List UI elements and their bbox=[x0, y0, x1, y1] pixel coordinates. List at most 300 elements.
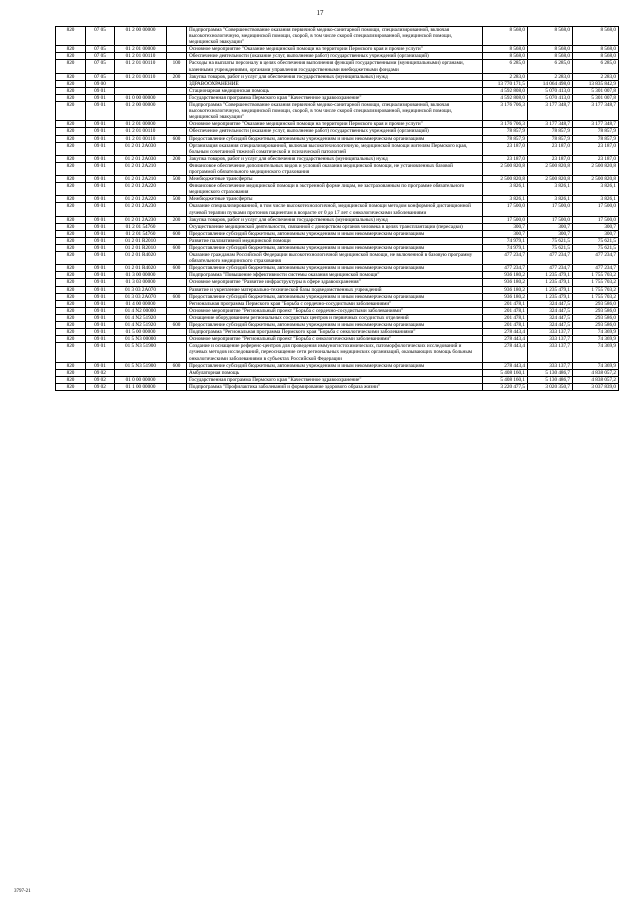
section-code-cell: 09 01 bbox=[86, 155, 115, 162]
amount-year1-cell: 936 180,2 bbox=[483, 286, 528, 293]
admin-code-cell: 820 bbox=[56, 286, 86, 293]
item-name-cell: Государственная программа Пермского края "Качественное здравоохранение" bbox=[187, 94, 483, 101]
amount-year2-cell: 5 070 413,0 bbox=[528, 87, 573, 94]
amount-year1-cell: 3 176 706,3 bbox=[483, 102, 528, 121]
admin-code-cell: 820 bbox=[56, 336, 86, 343]
amount-year2-cell: 3 020 350,7 bbox=[528, 383, 573, 390]
table-row bbox=[56, 265, 619, 272]
table-row bbox=[56, 245, 619, 252]
article-code-cell: 01 2 01 54760 bbox=[115, 230, 167, 237]
item-name-cell: Предоставление субсидий бюджетным, автономным учреждениям и иным некоммерческим организациям bbox=[187, 135, 483, 142]
amount-year3-cell: 300,7 bbox=[573, 230, 619, 237]
amount-year1-cell: 936 180,2 bbox=[483, 293, 528, 300]
amount-year2-cell: 1 235 479,1 bbox=[528, 293, 573, 300]
admin-code-cell: 820 bbox=[56, 307, 86, 314]
expense-type-cell bbox=[167, 94, 187, 101]
amount-year1-cell: 3 826,1 bbox=[483, 183, 528, 196]
amount-year3-cell: 75 621,5 bbox=[573, 237, 619, 244]
admin-code-cell: 820 bbox=[56, 142, 86, 155]
section-code-cell: 09 01 bbox=[86, 293, 115, 300]
item-name-cell: Региональная программа Пермского края "Борьба с сердечно-сосудистыми заболеваниями" bbox=[187, 300, 483, 307]
amount-year3-cell: 17 500,0 bbox=[573, 216, 619, 223]
amount-year1-cell: 2 500 820,8 bbox=[483, 176, 528, 183]
article-code-cell: 01 2 01 00110 bbox=[115, 128, 167, 135]
amount-year3-cell: 13 835 842,9 bbox=[573, 80, 619, 87]
item-name-cell: Подпрограмма "Совершенствование оказания первичной медико-санитарной помощи, специализированной, включая высокотехнологичную, медицинской помощи, скорой, в том числе скорой специализированной, медицинской помощи, медицинской эвакуации" bbox=[187, 27, 483, 46]
table-row bbox=[56, 223, 619, 230]
section-code-cell: 09 01 bbox=[86, 94, 115, 101]
amount-year1-cell: 23 187,0 bbox=[483, 155, 528, 162]
expense-type-cell: 600 bbox=[167, 293, 187, 300]
table-row bbox=[56, 94, 619, 101]
amount-year2-cell: 75 621,5 bbox=[528, 245, 573, 252]
admin-code-cell: 820 bbox=[56, 362, 86, 369]
table-row bbox=[56, 155, 619, 162]
amount-year1-cell: 201 478,1 bbox=[483, 307, 528, 314]
section-code-cell: 09 01 bbox=[86, 102, 115, 121]
amount-year3-cell: 74 369,9 bbox=[573, 336, 619, 343]
item-name-cell: Межбюджетные трансферты bbox=[187, 196, 483, 203]
section-code-cell: 09 01 bbox=[86, 121, 115, 128]
article-code-cell: 01 5 N3 00000 bbox=[115, 336, 167, 343]
table-row bbox=[56, 376, 619, 383]
amount-year1-cell: 936 180,2 bbox=[483, 279, 528, 286]
amount-year3-cell: 74 369,9 bbox=[573, 329, 619, 336]
admin-code-cell: 820 bbox=[56, 383, 86, 390]
table-row bbox=[56, 286, 619, 293]
table-row bbox=[56, 135, 619, 142]
section-code-cell: 09 01 bbox=[86, 216, 115, 223]
expense-type-cell: 600 bbox=[167, 230, 187, 237]
expense-type-cell bbox=[167, 183, 187, 196]
expense-type-cell bbox=[167, 314, 187, 321]
page-number: 17 bbox=[316, 9, 324, 17]
article-code-cell: 01 2 01 2А220 bbox=[115, 196, 167, 203]
amount-year2-cell: 333 137,7 bbox=[528, 343, 573, 362]
admin-code-cell: 820 bbox=[56, 223, 86, 230]
admin-code-cell: 820 bbox=[56, 102, 86, 121]
section-code-cell: 09 01 bbox=[86, 223, 115, 230]
table-row bbox=[56, 80, 619, 87]
item-name-cell: Расходы на выплаты персоналу в целях обеспечения выполнения функций государственными (муниципальными) органами, казенными учреждениями, органами управления государственными внебюджетными фондами bbox=[187, 60, 483, 73]
amount-year3-cell: 3 826,1 bbox=[573, 196, 619, 203]
table-row bbox=[56, 293, 619, 300]
admin-code-cell: 820 bbox=[56, 183, 86, 196]
amount-year1-cell: 201 478,1 bbox=[483, 322, 528, 329]
admin-code-cell: 820 bbox=[56, 80, 86, 87]
expense-type-cell bbox=[167, 128, 187, 135]
amount-year1-cell: 278 443,4 bbox=[483, 329, 528, 336]
item-name-cell: Подпрограмма "Профилактика заболеваний и формирование здорового образа жизни" bbox=[187, 383, 483, 390]
table-row bbox=[56, 128, 619, 135]
admin-code-cell: 820 bbox=[56, 121, 86, 128]
table-row bbox=[56, 343, 619, 362]
expense-type-cell bbox=[167, 80, 187, 87]
article-code-cell: 01 5 00 00000 bbox=[115, 329, 167, 336]
article-code-cell: 01 2 01 R4020 bbox=[115, 252, 167, 265]
amount-year3-cell: 8 568,0 bbox=[573, 46, 619, 53]
article-code-cell: 01 3 03 2А070 bbox=[115, 286, 167, 293]
admin-code-cell: 820 bbox=[56, 314, 86, 321]
item-name-cell: Обеспечение деятельности (оказание услуг, выполнение работ) государственных учреждений (организаций) bbox=[187, 128, 483, 135]
article-code-cell: 01 4 N2 51920 bbox=[115, 322, 167, 329]
item-name-cell: Стационарная медицинская помощь bbox=[187, 87, 483, 94]
admin-code-cell: 820 bbox=[56, 73, 86, 80]
item-name-cell: Подпрограмма "Повышение эффективности системы оказания медицинской помощи" bbox=[187, 272, 483, 279]
admin-code-cell: 820 bbox=[56, 155, 86, 162]
table-row bbox=[56, 322, 619, 329]
amount-year3-cell: 1 755 703,2 bbox=[573, 279, 619, 286]
item-name-cell: Предоставление субсидий бюджетным, автономным учреждениям и иным некоммерческим организациям bbox=[187, 322, 483, 329]
table-row bbox=[56, 46, 619, 53]
amount-year2-cell: 1 235 479,1 bbox=[528, 279, 573, 286]
amount-year3-cell: 2 500 820,8 bbox=[573, 162, 619, 175]
article-code-cell: 01 2 01 2А030 bbox=[115, 155, 167, 162]
amount-year2-cell: 5 130 486,7 bbox=[528, 376, 573, 383]
item-name-cell: Основное мероприятие "Оказание медицинской помощи на территории Пермского края и прочие услуги" bbox=[187, 46, 483, 53]
admin-code-cell: 820 bbox=[56, 216, 86, 223]
amount-year2-cell: 8 568,0 bbox=[528, 46, 573, 53]
article-code-cell: 01 2 01 00110 bbox=[115, 73, 167, 80]
amount-year3-cell: 74 369,9 bbox=[573, 343, 619, 362]
amount-year3-cell: 3 037 839,0 bbox=[573, 383, 619, 390]
expense-type-cell bbox=[167, 162, 187, 175]
item-name-cell: Развитие и укрепление материально-технической базы подведомственных учреждений bbox=[187, 286, 483, 293]
amount-year1-cell: 8 568,0 bbox=[483, 53, 528, 60]
admin-code-cell: 820 bbox=[56, 279, 86, 286]
expense-type-cell: 200 bbox=[167, 155, 187, 162]
amount-year1-cell: 477 234,7 bbox=[483, 252, 528, 265]
article-code-cell: 01 2 01 2А030 bbox=[115, 142, 167, 155]
article-code-cell: 01 2 01 00110 bbox=[115, 53, 167, 60]
item-name-cell: Закупка товаров, работ и услуг для обеспечения государственных (муниципальных) нужд bbox=[187, 216, 483, 223]
admin-code-cell: 820 bbox=[56, 252, 86, 265]
amount-year2-cell: 2 283,0 bbox=[528, 73, 573, 80]
expense-type-cell bbox=[167, 53, 187, 60]
amount-year1-cell: 3 220 477,5 bbox=[483, 383, 528, 390]
amount-year3-cell: 78 857,9 bbox=[573, 128, 619, 135]
item-name-cell: Оказание гражданам Российской Федерации высокотехнологичной медицинской помощи, не включенной в базовую программу обязательного медицинского страхования bbox=[187, 252, 483, 265]
amount-year3-cell: 1 755 703,2 bbox=[573, 293, 619, 300]
amount-year2-cell: 1 235 479,1 bbox=[528, 272, 573, 279]
article-code-cell: 01 2 00 00000 bbox=[115, 27, 167, 46]
amount-year1-cell: 78 857,9 bbox=[483, 135, 528, 142]
table-row bbox=[56, 336, 619, 343]
amount-year2-cell: 78 857,9 bbox=[528, 135, 573, 142]
table-row bbox=[56, 203, 619, 216]
section-code-cell: 07 05 bbox=[86, 53, 115, 60]
section-code-cell: 09 01 bbox=[86, 265, 115, 272]
amount-year2-cell: 17 500,0 bbox=[528, 216, 573, 223]
item-name-cell: Закупка товаров, работ и услуг для обеспечения государственных (муниципальных) нужд bbox=[187, 73, 483, 80]
budget-table-body bbox=[56, 27, 619, 391]
table-row bbox=[56, 314, 619, 321]
admin-code-cell: 820 bbox=[56, 60, 86, 73]
table-row bbox=[56, 329, 619, 336]
section-code-cell: 09 01 bbox=[86, 279, 115, 286]
section-code-cell: 09 01 bbox=[86, 314, 115, 321]
admin-code-cell: 820 bbox=[56, 265, 86, 272]
amount-year3-cell: 293 586,0 bbox=[573, 300, 619, 307]
article-code-cell: 01 2 01 2А230 bbox=[115, 216, 167, 223]
amount-year1-cell: 477 234,7 bbox=[483, 265, 528, 272]
section-code-cell: 09 01 bbox=[86, 245, 115, 252]
amount-year1-cell: 278 443,4 bbox=[483, 343, 528, 362]
item-name-cell: Оснащение оборудованием региональных сосудистых центров и первичных сосудистых отделений bbox=[187, 314, 483, 321]
section-code-cell: 09 01 bbox=[86, 336, 115, 343]
table-row bbox=[56, 102, 619, 121]
amount-year1-cell: 78 857,9 bbox=[483, 128, 528, 135]
amount-year2-cell: 324 447,5 bbox=[528, 300, 573, 307]
expense-type-cell: 600 bbox=[167, 245, 187, 252]
amount-year3-cell: 3 826,1 bbox=[573, 183, 619, 196]
table-row bbox=[56, 27, 619, 46]
expense-type-cell: 200 bbox=[167, 216, 187, 223]
article-code-cell: 01 2 00 00000 bbox=[115, 102, 167, 121]
amount-year3-cell: 8 568,0 bbox=[573, 53, 619, 60]
amount-year2-cell: 14 064 498,0 bbox=[528, 80, 573, 87]
admin-code-cell: 820 bbox=[56, 46, 86, 53]
expense-type-cell bbox=[167, 286, 187, 293]
expense-type-cell bbox=[167, 87, 187, 94]
section-code-cell: 09 01 bbox=[86, 176, 115, 183]
amount-year1-cell: 5 408 160,1 bbox=[483, 369, 528, 376]
item-name-cell: Предоставление субсидий бюджетным, автономным учреждениям и иным некоммерческим организациям bbox=[187, 230, 483, 237]
expense-type-cell: 500 bbox=[167, 176, 187, 183]
item-name-cell: Обеспечение деятельности (оказание услуг, выполнение работ) государственных учреждений (организаций) bbox=[187, 53, 483, 60]
amount-year3-cell: 8 568,0 bbox=[573, 27, 619, 46]
expense-type-cell bbox=[167, 383, 187, 390]
article-code-cell: 01 2 01 00110 bbox=[115, 60, 167, 73]
budget-table bbox=[55, 26, 619, 391]
item-name-cell: Финансовое обеспечение медицинской помощи в экстренной форме лицам, не застрахованным по программе обязательного медицинского страхования bbox=[187, 183, 483, 196]
amount-year1-cell: 3 176 706,3 bbox=[483, 121, 528, 128]
expense-type-cell bbox=[167, 329, 187, 336]
table-row bbox=[56, 183, 619, 196]
section-code-cell: 09 01 bbox=[86, 135, 115, 142]
expense-type-cell: 600 bbox=[167, 322, 187, 329]
amount-year2-cell: 3 177 348,7 bbox=[528, 121, 573, 128]
item-name-cell: Предоставление субсидий бюджетным, автономным учреждениям и иным некоммерческим организациям bbox=[187, 293, 483, 300]
amount-year3-cell: 78 857,9 bbox=[573, 135, 619, 142]
table-row bbox=[56, 142, 619, 155]
admin-code-cell: 820 bbox=[56, 53, 86, 60]
admin-code-cell: 820 bbox=[56, 237, 86, 244]
article-code-cell: 01 4 00 00000 bbox=[115, 300, 167, 307]
amount-year1-cell: 23 187,0 bbox=[483, 142, 528, 155]
amount-year3-cell: 75 621,5 bbox=[573, 245, 619, 252]
amount-year2-cell: 477 234,7 bbox=[528, 252, 573, 265]
section-code-cell: 09 01 bbox=[86, 196, 115, 203]
table-row bbox=[56, 307, 619, 314]
item-name-cell: Основное мероприятие "Региональный проект "Борьба с сердечно-сосудистыми заболеваниями" bbox=[187, 307, 483, 314]
amount-year2-cell: 5 130 486,7 bbox=[528, 369, 573, 376]
article-code-cell: 01 2 01 2А220 bbox=[115, 183, 167, 196]
section-code-cell: 09 02 bbox=[86, 369, 115, 376]
expense-type-cell bbox=[167, 102, 187, 121]
table-row bbox=[56, 216, 619, 223]
expense-type-cell bbox=[167, 223, 187, 230]
section-code-cell: 09 01 bbox=[86, 183, 115, 196]
expense-type-cell bbox=[167, 46, 187, 53]
section-code-cell: 09 02 bbox=[86, 376, 115, 383]
article-code-cell bbox=[115, 80, 167, 87]
table-row bbox=[56, 230, 619, 237]
admin-code-cell: 820 bbox=[56, 343, 86, 362]
expense-type-cell bbox=[167, 142, 187, 155]
amount-year2-cell: 8 568,0 bbox=[528, 53, 573, 60]
table-row bbox=[56, 162, 619, 175]
expense-type-cell: 500 bbox=[167, 196, 187, 203]
amount-year2-cell: 75 621,5 bbox=[528, 237, 573, 244]
expense-type-cell bbox=[167, 121, 187, 128]
section-code-cell: 09 01 bbox=[86, 343, 115, 362]
amount-year1-cell: 2 500 820,8 bbox=[483, 162, 528, 175]
amount-year3-cell: 1 755 703,2 bbox=[573, 286, 619, 293]
article-code-cell bbox=[115, 369, 167, 376]
item-name-cell: Финансовое обеспечение дополнительных видов и условий оказания медицинской помощи, не установленных базовой программой обязательного медицинского страхования bbox=[187, 162, 483, 175]
article-code-cell: 01 3 03 2А070 bbox=[115, 293, 167, 300]
table-row bbox=[56, 176, 619, 183]
amount-year1-cell: 936 180,2 bbox=[483, 272, 528, 279]
expense-type-cell bbox=[167, 203, 187, 216]
amount-year1-cell: 278 443,4 bbox=[483, 362, 528, 369]
amount-year1-cell: 74 979,1 bbox=[483, 245, 528, 252]
amount-year3-cell: 477 234,7 bbox=[573, 265, 619, 272]
table-row bbox=[56, 362, 619, 369]
table-row bbox=[56, 237, 619, 244]
table-row bbox=[56, 279, 619, 286]
admin-code-cell: 820 bbox=[56, 245, 86, 252]
section-code-cell: 07 05 bbox=[86, 46, 115, 53]
table-row bbox=[56, 87, 619, 94]
section-code-cell: 07 05 bbox=[86, 60, 115, 73]
expense-type-cell: 600 bbox=[167, 135, 187, 142]
section-code-cell: 09 01 bbox=[86, 252, 115, 265]
item-name-cell: Предоставление субсидий бюджетным, автономным учреждениям и иным некоммерческим организациям bbox=[187, 265, 483, 272]
expense-type-cell bbox=[167, 343, 187, 362]
table-row bbox=[56, 73, 619, 80]
amount-year3-cell: 477 234,7 bbox=[573, 252, 619, 265]
article-code-cell: 01 2 01 00000 bbox=[115, 121, 167, 128]
amount-year3-cell: 3 177 348,7 bbox=[573, 102, 619, 121]
amount-year3-cell: 2 500 820,8 bbox=[573, 176, 619, 183]
amount-year1-cell: 17 500,0 bbox=[483, 203, 528, 216]
section-code-cell: 09 01 bbox=[86, 329, 115, 336]
article-code-cell: 01 5 N3 51900 bbox=[115, 362, 167, 369]
amount-year1-cell: 8 568,0 bbox=[483, 27, 528, 46]
admin-code-cell: 820 bbox=[56, 376, 86, 383]
amount-year3-cell: 5 301 007,8 bbox=[573, 87, 619, 94]
table-row bbox=[56, 300, 619, 307]
admin-code-cell: 820 bbox=[56, 329, 86, 336]
amount-year2-cell: 2 500 820,8 bbox=[528, 176, 573, 183]
amount-year3-cell: 74 369,9 bbox=[573, 362, 619, 369]
section-code-cell: 09 01 bbox=[86, 128, 115, 135]
item-name-cell: Организация оказания специализированной, включая высокотехнологичную, медицинской помощи жителям Пермского края, больным сочетанной тяжелой соматической и психической патологией bbox=[187, 142, 483, 155]
admin-code-cell: 820 bbox=[56, 162, 86, 175]
item-name-cell: Основное мероприятие "Развитие инфраструктуры в сфере здравоохранения" bbox=[187, 279, 483, 286]
amount-year1-cell: 300,7 bbox=[483, 223, 528, 230]
item-name-cell: Подпрограмма "Совершенствование оказания первичной медико-санитарной помощи, специализированной, включая высокотехнологичную, медицинской помощи, скорой, в том числе скорой специализированной, медицинской помощи, медицинской эвакуации" bbox=[187, 102, 483, 121]
admin-code-cell: 820 bbox=[56, 300, 86, 307]
table-row bbox=[56, 53, 619, 60]
admin-code-cell: 820 bbox=[56, 293, 86, 300]
admin-code-cell: 820 bbox=[56, 230, 86, 237]
amount-year2-cell: 8 568,0 bbox=[528, 27, 573, 46]
table-row bbox=[56, 272, 619, 279]
amount-year2-cell: 324 447,5 bbox=[528, 307, 573, 314]
amount-year2-cell: 300,7 bbox=[528, 223, 573, 230]
expense-type-cell: 600 bbox=[167, 265, 187, 272]
section-code-cell: 09 01 bbox=[86, 87, 115, 94]
expense-type-cell bbox=[167, 27, 187, 46]
amount-year3-cell: 293 586,0 bbox=[573, 322, 619, 329]
item-name-cell: Основное мероприятие "Оказание медицинской помощи на территории Пермского края и прочие услуги" bbox=[187, 121, 483, 128]
amount-year3-cell: 23 187,0 bbox=[573, 142, 619, 155]
item-name-cell: Основное мероприятие "Региональный проект "Борьба с онкологическими заболеваниями" bbox=[187, 336, 483, 343]
article-code-cell: 01 3 03 00000 bbox=[115, 279, 167, 286]
admin-code-cell: 820 bbox=[56, 272, 86, 279]
amount-year3-cell: 1 755 703,2 bbox=[573, 272, 619, 279]
expense-type-cell: 200 bbox=[167, 73, 187, 80]
expense-type-cell bbox=[167, 272, 187, 279]
expense-type-cell bbox=[167, 336, 187, 343]
article-code-cell bbox=[115, 87, 167, 94]
section-code-cell: 09 01 bbox=[86, 286, 115, 293]
article-code-cell: 01 4 N2 00000 bbox=[115, 307, 167, 314]
amount-year3-cell: 23 187,0 bbox=[573, 155, 619, 162]
amount-year2-cell: 1 235 479,1 bbox=[528, 286, 573, 293]
amount-year2-cell: 5 070 413,0 bbox=[528, 94, 573, 101]
admin-code-cell: 820 bbox=[56, 322, 86, 329]
amount-year1-cell: 201 478,1 bbox=[483, 314, 528, 321]
amount-year1-cell: 201 478,1 bbox=[483, 300, 528, 307]
admin-code-cell: 820 bbox=[56, 369, 86, 376]
section-code-cell: 09 02 bbox=[86, 383, 115, 390]
amount-year1-cell: 8 568,0 bbox=[483, 46, 528, 53]
expense-type-cell bbox=[167, 237, 187, 244]
amount-year1-cell: 278 443,4 bbox=[483, 336, 528, 343]
table-row bbox=[56, 252, 619, 265]
item-name-cell: Предоставление субсидий бюджетным, автономным учреждениям и иным некоммерческим организациям bbox=[187, 245, 483, 252]
amount-year1-cell: 300,7 bbox=[483, 230, 528, 237]
amount-year2-cell: 333 137,7 bbox=[528, 362, 573, 369]
amount-year1-cell: 4 592 808,0 bbox=[483, 87, 528, 94]
amount-year2-cell: 300,7 bbox=[528, 230, 573, 237]
amount-year1-cell: 3 826,1 bbox=[483, 196, 528, 203]
amount-year2-cell: 78 857,9 bbox=[528, 128, 573, 135]
section-code-cell: 09 01 bbox=[86, 162, 115, 175]
admin-code-cell: 820 bbox=[56, 176, 86, 183]
table-row bbox=[56, 383, 619, 390]
amount-year2-cell: 23 187,0 bbox=[528, 142, 573, 155]
amount-year1-cell: 4 592 808,0 bbox=[483, 94, 528, 101]
table-row bbox=[56, 60, 619, 73]
amount-year1-cell: 13 770 171,5 bbox=[483, 80, 528, 87]
section-code-cell: 09 00 bbox=[86, 80, 115, 87]
amount-year2-cell: 23 187,0 bbox=[528, 155, 573, 162]
article-code-cell: 01 2 01 2А210 bbox=[115, 176, 167, 183]
article-code-cell: 01 2 01 R2010 bbox=[115, 245, 167, 252]
section-code-cell: 07 05 bbox=[86, 27, 115, 46]
article-code-cell: 01 2 01 2А230 bbox=[115, 203, 167, 216]
item-name-cell: Оказание специализированной, в том числе высокотехнологичной, медицинской помощи методом конформной дистанционной лучевой терапии пучками протонов пациентам в возрасте от 0 до 17 лет с онкологическими заболеваниями bbox=[187, 203, 483, 216]
amount-year2-cell: 477 234,7 bbox=[528, 265, 573, 272]
amount-year1-cell: 6 285,0 bbox=[483, 60, 528, 73]
article-code-cell: 01 5 N3 51900 bbox=[115, 343, 167, 362]
article-code-cell: 01 1 00 00000 bbox=[115, 383, 167, 390]
